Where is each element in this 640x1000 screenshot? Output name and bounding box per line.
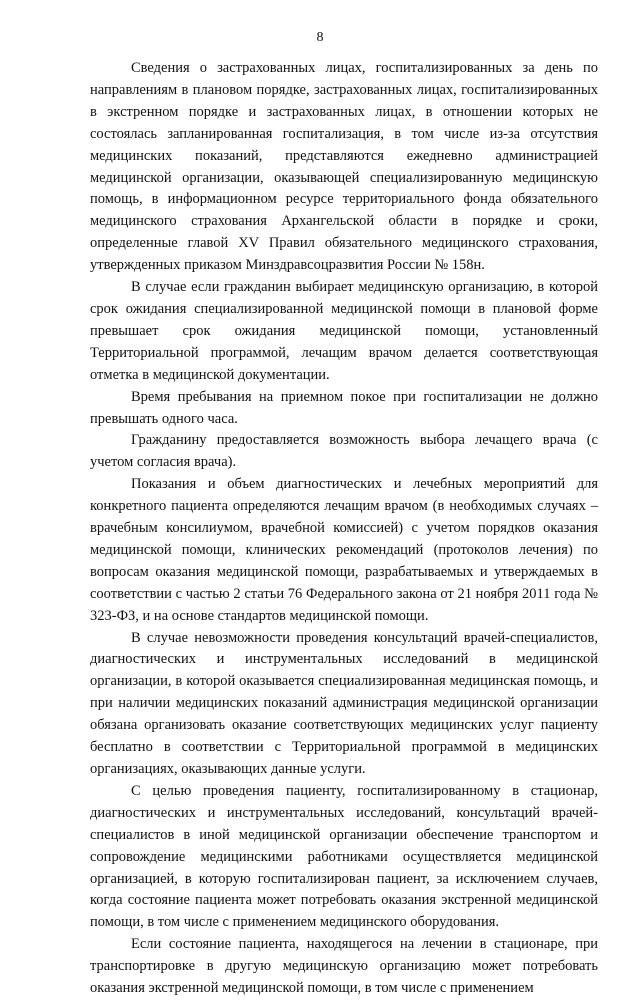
paragraph-consultation-impossibility: В случае невозможности проведения консультаций врачей-специалистов, диагностических и инструментальных исследований в медицинской организации, в которой оказывается специализированная медицинская помощь, и при наличии медицинских показаний администрация медицинской организации обязана организовать оказание соответствующих медицинских услуг пациенту бесплатно в соответствии с Территориальной программой в медицинских организациях, оказывающих данные услуги. [90,629,598,777]
paragraph-insured-persons-info: Сведения о застрахованных лицах, госпитализированных за день по направлениям в плановом порядке, застрахованных лицах, госпитализированных в экстренном порядке и застрахованных лицах, в отношении которых не состоялась запланированная госпитализация, в том числе из-за отсутствия медицинских показаний, представляются ежедневно администрацией медицинской организации, оказывающей специализированную медицинскую помощь, в информационном ресурсе территориального фонда обязательного медицинского страхования Архангельской области в порядке и сроки, определенные главой XV Правил обязательного медицинского страхования, утвержденных приказом Минздравсоцразвития России № 158н. [90,60,598,274]
paragraph-transport-provision: С целью проведения пациенту, госпитализированному в стационар, диагностических и инструментальных исследований, консультаций врачей-специалистов в иной медицинской организации обеспечение транспортом и сопровождение медицинскими работниками осуществляется медицинской организацией, в которую госпитализирован пациент, за исключением случаев, когда состояние пациента может потребовать оказания экстренной медицинской помощи, в том числе с применением медицинского оборудования. [90,782,598,931]
paragraph-choice-of-doctor: Гражданину предоставляется возможность выбора лечащего врача (с учетом согласия врача). [90,432,598,471]
paragraph-admission-time: Время пребывания на приемном покое при госпитализации не должно превышать одного часа. [90,388,598,427]
paragraph-emergency-transport: Если состояние пациента, находящегося на лечении в стационаре, при транспортировке в другую медицинскую организацию может потребовать оказания экстренной медицинской помощи, в том числе с применением [90,936,598,997]
paragraph-choice-of-organization: В случае если гражданин выбирает медицинскую организацию, в которой срок ожидания специализированной медицинской помощи в плановой форме превышает срок ожидания медицинской помощи, установленный Территориальной программой, лечащим врачом делается соответствующая отметка в медицинской документации. [90,279,598,383]
paragraph-diagnostic-indications: Показания и объем диагностических и лечебных мероприятий для конкретного пациента определяются лечащим врачом (в необходимых случаях – врачебным консилиумом, врачебной комиссией) с учетом порядков оказания медицинской помощи, клинических рекомендаций (протоколов лечения) по вопросам оказания медицинской помощи, разрабатываемых и утверждаемых в соответствии с частью 2 статьи 76 Федерального закона от 21 ноября 2011 года № 323-ФЗ, и на основе стандартов медицинской помощи. [90,476,598,624]
page-number: 8 [316,30,324,45]
document-body [90,58,598,1000]
